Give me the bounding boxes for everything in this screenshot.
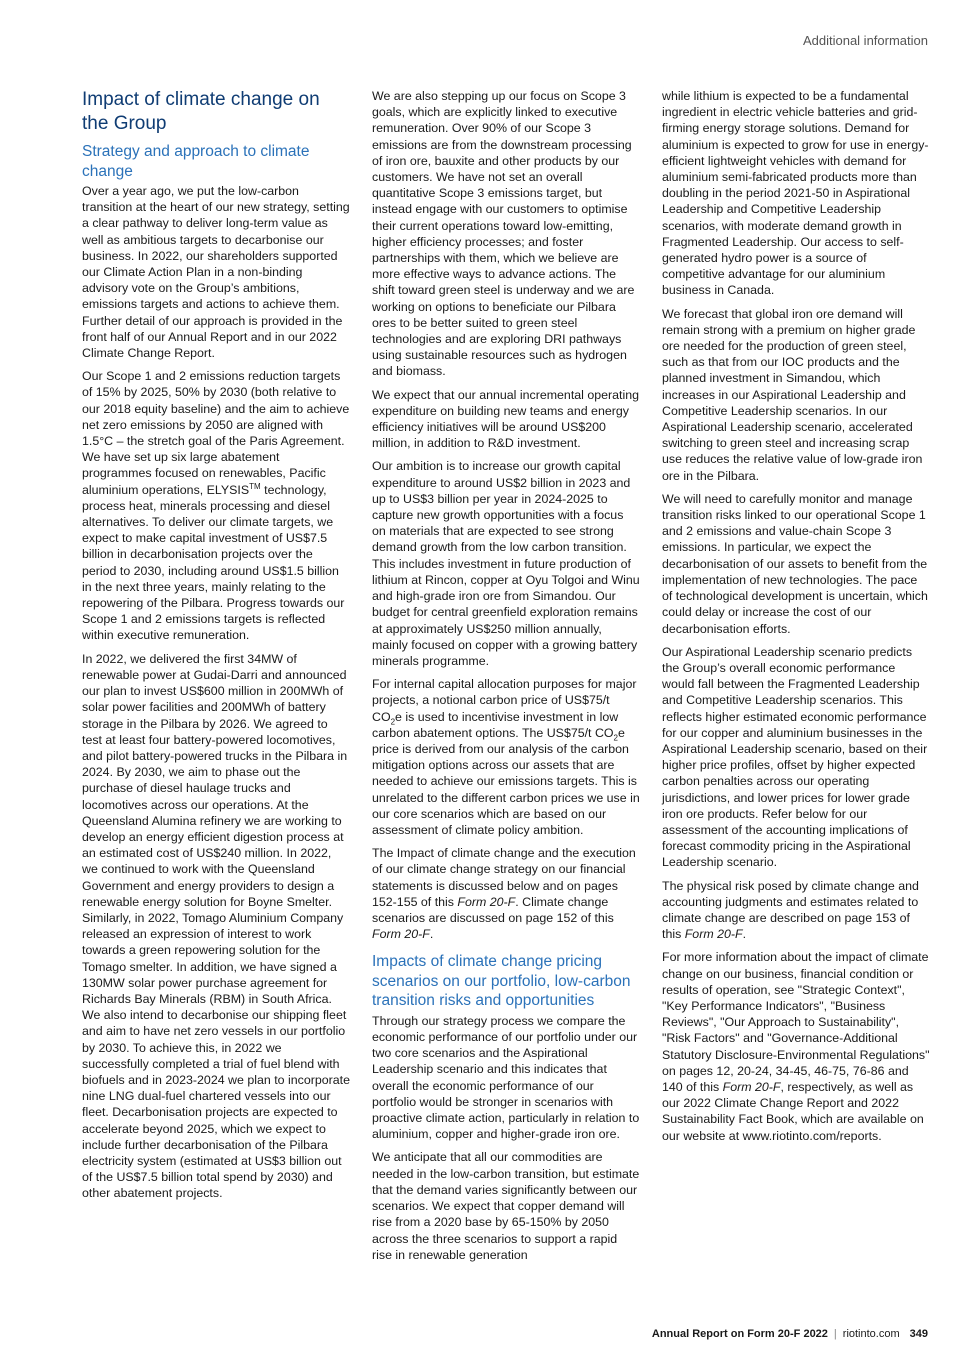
paragraph: In 2022, we delivered the first 34MW of renewable power at Gudai-Darri and announced our plan to invest US$600 million in 200MWh of solar power facilities and 200MWh of battery storage in the Pilbara by 2026. We agreed to test at least four battery-powered locomotives, and pilot battery-powered trucks in the Pilbara in 2024. By 2030, we aim to phase out the purchase of diesel haulage trucks and locomotives across our operations. At the Queensland Alumina refinery we are working to develop an energy efficient digestion process at an estimated cost of US$240 million. In 2022, we continued to work with the Queensland Government and energy providers to design a renewable energy solution for Boyne Smelter. Similarly, in 2022, Tomago Aluminium Company released an expression of interest to work towards a green repowering solution for the Tomago smelter. In addition, we have signed a 130MW solar power purchase agreement for Richards Bay Minerals (RBM) in South Africa. We also intend to decarbonise our shipping fleet and aim to have net zero vessels in our portfolio by 2030. To achieve this, in 2022 we successfully completed a trial of fuel blend with biofuels and in 2023-2024 we plan to incorporate nine LNG dual-fuel chartered vessels into our fleet. Decarbonisation projects are expected to accelerate beyond 2025, which we expect to include further decarbonisation of the Pilbara electricity system (estimated at US$3 billion out of the US$7.5 billion total spend by 2030) and other abatement projects. <box>82 651 350 1201</box>
paragraph: We anticipate that all our commodities are needed in the low-carbon transition, but estimate that the demand varies significantly between our scenarios. We expect that copper demand will rise from a 2020 base by 65-150% by 2050 across the three scenarios to support a rapid rise in renewable generation <box>372 1150 640 1262</box>
paragraph: The Impact of climate change and the execution of our climate change strategy on our financial statements is discussed below and on pages 152-155 of this Form 20-F. Climate change scenarios are discussed on page 152 of this Form 20-F. <box>372 846 636 942</box>
page-title: Impact of climate change on the Group <box>82 89 320 134</box>
column-3 <box>662 88 930 1151</box>
section-subtitle-impacts: Impacts of climate change pricing scenarios on our portfolio, low-carbon transition risks and opportunities <box>372 953 631 1010</box>
section-header: Additional information <box>802 33 928 48</box>
column-2 <box>372 88 640 1270</box>
paragraph: Over a year ago, we put the low-carbon transition at the heart of our new strategy, setting a clear pathway to deliver long-term value as well as ambitious targets to decarbonise our business. In 2022, our shareholders supported our Climate Action Plan in a non-binding advisory vote on the Group’s ambitions, emissions targets and actions to achieve them. Further detail of our approach is provided in the front half of our Annual Report and in our 2022 Climate Change Report. <box>82 184 350 361</box>
paragraph: We will need to carefully monitor and manage transition risks linked to our operational Scope 1 and 2 emissions and value-chain Scope 3 emissions. In particular, we expect the decarbonisation of our assets to benefit from the implementation of new technologies. The pace of technological development is uncertain, which could delay or increase the cost of our decarbonisation efforts. <box>662 491 928 636</box>
paragraph: Our ambition is to increase our growth capital expenditure to around US$2 billion in 2023 and up to US$3 billion per year in 2024-2025 to capture new growth opportunities with a focus on materials that are expected to see strong demand growth from the low carbon transition. This includes investment in future production of lithium at Rincon, copper at Oyu Tolgoi and Winu and high-grade iron ore from Simandou. Our budget for central greenfield exploration remains at approximately US$250 million annually, mainly focused on copper with a growing battery minerals programme. <box>372 459 640 668</box>
paragraph: For more information about the impact of climate change on our business, financial condition or results of operation, see "Strategic Context", "Key Performance Indicators", "Business Reviews", "Our Approach to Sustainability", "Risk Factors" and "Governance-Additional Statutory Disclosure-Environmental Regulations" on pages 12, 20-24, 34-45, 46-75, 76-86 and 140 of this Form 20-F, respectively, as well as our 2022 Climate Change Report and 2022 Sustainability Fact Book, which are available on our website at www.riotinto.com/reports. <box>662 950 930 1143</box>
footer-separator: | <box>833 1328 837 1340</box>
paragraph: The physical risk posed by climate change and accounting judgments and estimates related to climate change are described on page 153 of this Form 20-F. <box>662 878 919 942</box>
footer-website[interactable]: riotinto.com <box>842 1328 900 1340</box>
page-footer <box>652 1328 928 1340</box>
paragraph: We expect that our annual incremental operating expenditure on building new teams and energy efficiency initiatives will be around US$200 million, in addition to R&D investment. <box>372 387 640 451</box>
section-subtitle-strategy: Strategy and approach to climate change <box>82 143 310 180</box>
paragraph: We forecast that global iron ore demand will remain strong with a premium on higher grade ore needed for the production of green steel, such as that from our IOC products and the planned investment in Simandou, which increases in our Aspirational Leadership and Competitive Leadership scenarios. In our Aspirational Leadership scenario, accelerated switching to green steel and increasing scrap use reduces the relative value of low-grade iron ore in the Pilbara. <box>662 306 923 483</box>
paragraph: while lithium is expected to be a fundamental ingredient in electric vehicle batteries and grid-firming energy storage solutions. Demand for aluminium is expected to grow for use in energy-efficient lightweight vehicles with demand for aluminium semi-fabricated products more than doubling in the period 2021-50 in Aspirational Leadership and Competitive Leadership scenarios, with moderate demand growth in Fragmented Leadership. Our access to self-generated hydro power is a source of competitive advantage for our aluminium business in Canada. <box>662 89 929 298</box>
paragraph: For internal capital allocation purposes for major projects, a notional carbon price of US$75/t $CO_2e$ is used to incentivise investment in low carbon abatement options. The US$75/t $CO_2e$ price is derived from our analysis of the carbon mitigation options across our assets that are needed to achieve our emissions targets. This is unrelated to the different carbon prices we use in our core scenarios which are based on our assessment of climate policy ambition. <box>372 677 640 837</box>
paragraph: Our Aspirational Leadership scenario predicts the Group’s overall economic performance would fall between the Fragmented Leadership and Competitive Leadership scenarios. This reflects higher estimated economic performance for our copper and aluminium businesses in the Aspirational Leadership scenario, based on their higher price profiles, offset by higher expected carbon penalties across our operating jurisdictions, and lower prices for lower grade iron ore products. Refer below for our assessment of the accounting implications of forecast commodity pricing in the Aspirational Leadership scenario. <box>662 644 928 870</box>
paragraph: Our Scope 1 and 2 emissions reduction targets of 15% by 2025, 50% by 2030 (both relative to our 2018 equity baseline) and the aim to achieve net zero emissions by 2050 are aligned with 1.5°C – the stretch goal of the Paris Agreement. We have set up six large abatement programmes focused on renewables, Pacific aluminium operations, ELYSIS™ technology, process heat, minerals processing and diesel alternatives. To deliver our climate targets, we expect to make capital investment of US$7.5 billion in decarbonisation projects over the period to 2030, including around US$1.5 billion in the next three years, mainly relating to the repowering of the Pilbara. Progress towards our Scope 1 and 2 emissions targets is reflected within executive remuneration. <box>82 369 350 643</box>
footer-report-title: Annual Report on Form 20-F 2022 <box>651 1328 828 1340</box>
page-number: 349 <box>909 1328 928 1340</box>
column-1 <box>82 88 350 1209</box>
paragraph: Through our strategy process we compare the economic performance of our portfolio under our two core scenarios and the Aspirational Leadership scenario and this indicates that overall the economic performance of our portfolio would be stronger in scenarios with proactive climate action, particularly in relation to aluminium, copper and higher-grade iron ore. <box>372 1013 640 1142</box>
paragraph: We are also stepping up our focus on Scope 3 goals, which are explicitly linked to executive remuneration. Over 90% of our Scope 3 emissions are from the downstream processing of iron ore, bauxite and other products by our customers. We have not set an overall quantitative Scope 3 emissions target, but instead engage with our customers to optimise their current operations toward low-emitting, higher efficiency processes; and foster partnerships with them, which we believe are more effective ways to advance actions. The shift toward green steel is underway and we are working on options to beneficiate our Pilbara ores to be better suited to green steel technologies and are exploring DRI pathways using sustainable resources such as hydrogen and biomass. <box>372 89 635 379</box>
